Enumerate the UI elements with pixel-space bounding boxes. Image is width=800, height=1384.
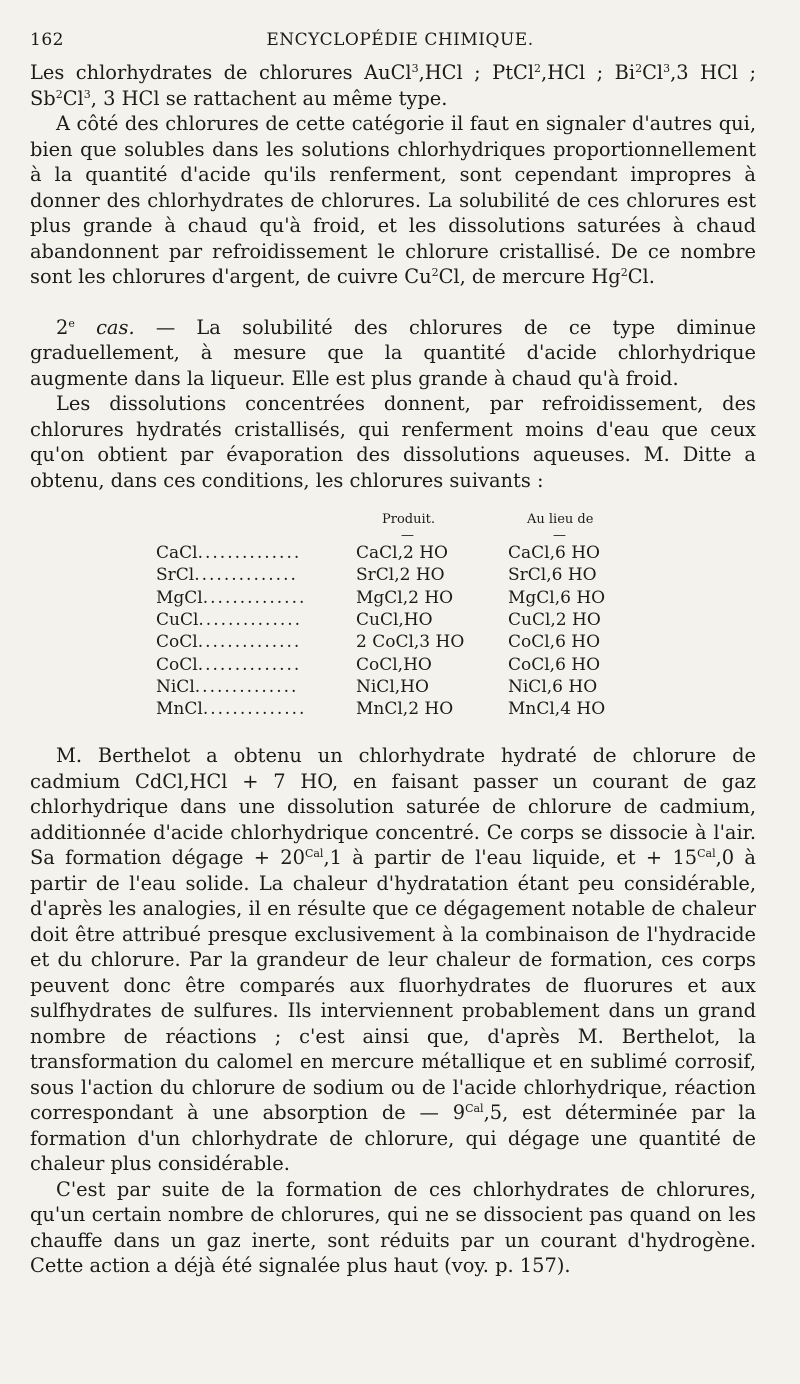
chlorure-cell: MgCl..............: [156, 587, 307, 608]
column-header-au-lieu-de: Au lieu de: [527, 512, 594, 527]
au-lieu-de-cell: NiCl,6 HO: [508, 676, 598, 697]
chlorure-cell: CaCl..............: [156, 543, 302, 563]
column-header-produit: Produit.: [382, 512, 435, 527]
chlorure-cell: MnCl..............: [156, 699, 307, 720]
au-lieu-de-cell: SrCl,6 HO: [508, 565, 597, 586]
paragraph-second-cas: 2e cas. — La solubilité des chlorures de ce type diminue graduellement, à mesure que la quantité d'acide chlorhydrique augmente dans la liqueur. Elle est plus grande à chaud qu'à froid.: [30, 315, 756, 390]
column-dash: —: [553, 528, 566, 543]
produit-cell: 2 CoCl,3 HO: [356, 632, 465, 653]
paragraph-dissolutions: Les dissolutions concentrées donnent, par refroidissement, des chlorures hydratés cristallisés, qui renferment moins d'eau que ceux qu'on obtient par évaporation des dissolutions aqueuses. M. Ditte a obtenu, dans ces conditions, les chlorures suivants :: [30, 392, 756, 492]
au-lieu-de-cell: CoCl,6 HO: [508, 654, 601, 675]
produit-cell: MgCl,2 HO: [356, 587, 454, 608]
au-lieu-de-cell: MgCl,6 HO: [508, 587, 606, 608]
chlorure-cell: CoCl..............: [156, 654, 302, 675]
chlorure-cell: NiCl..............: [156, 676, 299, 697]
au-lieu-de-cell: MnCl,4 HO: [508, 699, 606, 720]
page-number: 162: [30, 30, 64, 50]
paragraph-berthelot: M. Berthelot a obtenu un chlorhydrate hydraté de chlorure de cadmium CdCl,HCl + 7 HO, en faisant passer un courant de gaz chlorhydrique dans une dissolution saturée de chlorure de cadmium, additionnée d'acide chlorhydrique concentré. Ce corps se dissocie à l'air. Sa formation dégage + $20^{Cal},1$ à partir de l'eau liquide, et + $15^{Cal},0$ à partir de l'eau solide. La chaleur d'hydratation étant peu considérable, d'après les analogies, il en résulte que ce dégagement notable de chaleur doit être attribué presque exclusivement à la combinaison de l'hydracide et du chlorure. Par la grandeur de leur chaleur de formation, ces corps peuvent donc être comparés aux fluorhydrates de fluorures et aux sulfhydrates de sulfures. Ils interviennent probablement dans un grand nombre de réactions ; c'est ainsi que, d'après M. Berthelot, la transformation du calomel en mercure métallique et en sublimé corrosif, sous l'action du chlorure de sodium ou de l'acide chlorhydrique, réaction correspondant à une absorption de — $9^{Cal},5$, est déterminée par la formation d'un chlorhydrate de chlorure, qui dégage une quantité de chaleur plus considérable.: [30, 744, 757, 1175]
table-row: [30, 653, 756, 674]
produit-cell: SrCl,2 HO: [356, 565, 445, 586]
table-row: [30, 697, 756, 718]
table-row: [30, 608, 756, 629]
chlorure-cell: SrCl..............: [156, 565, 298, 586]
produit-cell: MnCl,2 HO: [356, 699, 454, 720]
text-body: [30, 60, 756, 1279]
table-row: [30, 675, 756, 696]
produit-cell: CoCl,HO: [356, 654, 432, 675]
au-lieu-de-cell: CaCl,6 HO: [508, 543, 600, 563]
table-row: [30, 563, 756, 584]
table-row: [30, 586, 756, 607]
chlorure-cell: CuCl..............: [156, 609, 303, 630]
column-dash: —: [401, 528, 414, 543]
chlorure-cell: CoCl..............: [156, 632, 302, 653]
paragraph-hydrogene: C'est par suite de la formation de ces chlorhydrates de chlorures, qu'un certain nombre de chlorures, qui ne se dissocient pas quand on les chauffe dans un gaz inerte, sont réduits par un courant d'hydrogène. Cette action a déjà été signalée plus haut (voy. p. 157).: [30, 1177, 756, 1277]
au-lieu-de-cell: CoCl,6 HO: [508, 632, 601, 653]
produit-cell: NiCl,HO: [356, 676, 429, 697]
produit-cell: CuCl,HO: [356, 609, 433, 630]
table-row: [30, 541, 756, 562]
paragraph-chlorhydrates: Les chlorhydrates de chlorures AuCl$^3$,HCl ; PtCl$^2$,HCl ; Bi$^2$Cl$^3$,3 HCl ; Sb$^2$Cl$^3$, 3 HCl se rattachent au même type.: [30, 61, 756, 110]
produit-cell: CaCl,2 HO: [356, 543, 448, 563]
running-header: [30, 30, 770, 56]
au-lieu-de-cell: CuCl,2 HO: [508, 609, 601, 630]
paragraph-autres-chlorures: A côté des chlorures de cette catégorie il faut en signaler d'autres qui, bien que solubles dans les solutions chlorhydriques proportionnellement à la quantité d'acide qu'ils renferment, sont cependant impropres à donner des chlorhydrates de chlorures. La solubilité de ces chlorures est plus grande à chaud qu'à froid, et les dissolutions saturées à chaud abandonnent par refroidissement le chlorure cristallisé. De ce nombre sont les chlorures d'argent, de cuivre Cu$^2$Cl, de mercure Hg$^2$Cl.: [30, 112, 756, 288]
chlorures-table: [30, 507, 756, 727]
running-title: ENCYCLOPÉDIE CHIMIQUE.: [266, 30, 534, 50]
table-row: [30, 630, 756, 651]
